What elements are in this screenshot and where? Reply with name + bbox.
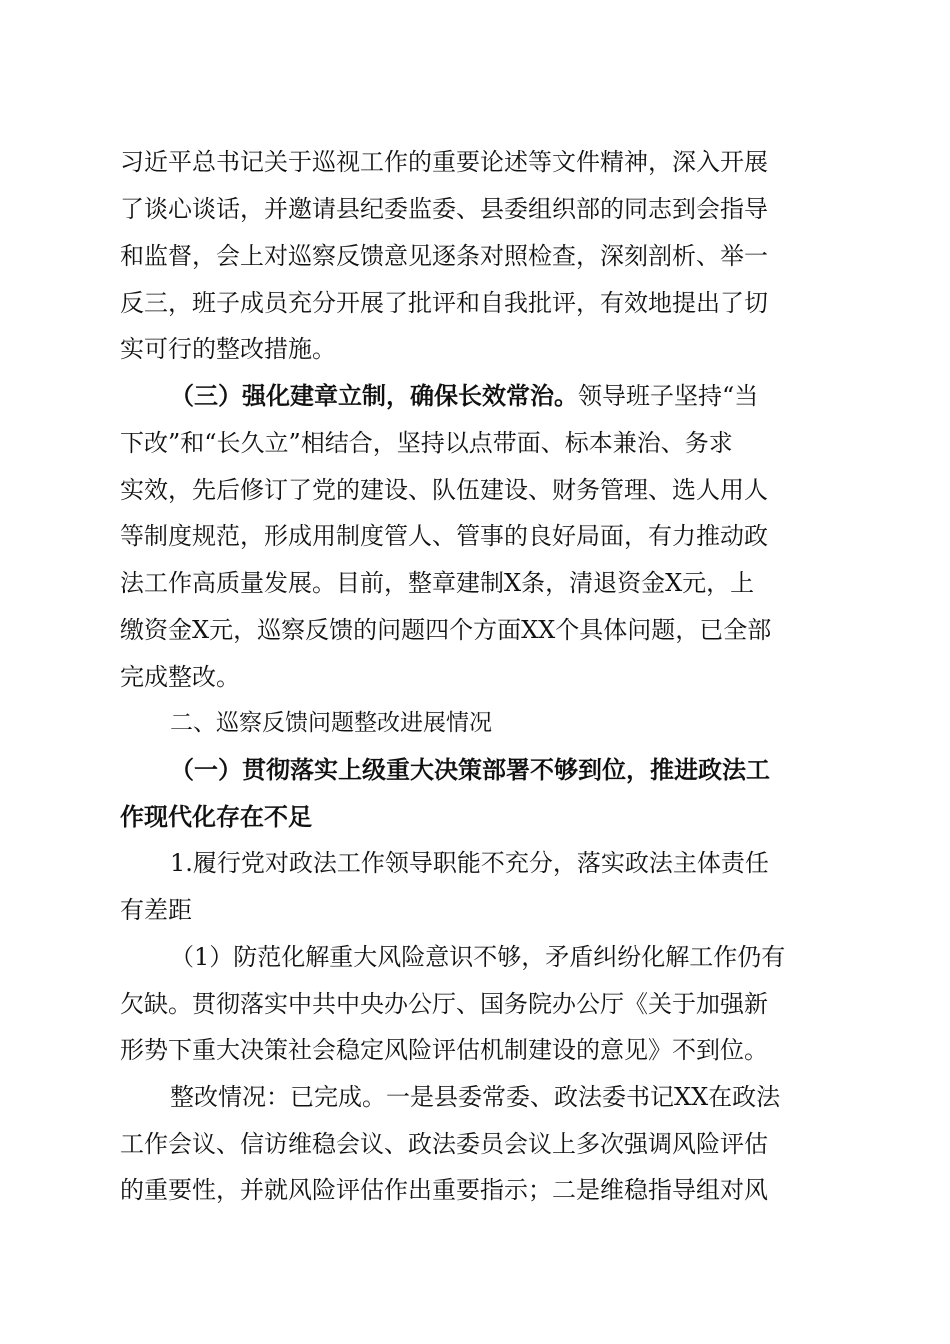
section-heading: 二、巡察反馈问题整改进展情况 [170, 710, 492, 736]
subsection-heading: 作现代化存在不足 [120, 802, 312, 831]
body-line: 习近平总书记关于巡视工作的重要论述等文件精神，深入开展 [120, 148, 768, 176]
body-line: 缴资金X元，巡察反馈的问题四个方面XX个具体问题，已全部 [120, 616, 772, 644]
body-line: （1）防范化解重大风险意识不够，矛盾纠纷化解工作仍有 [170, 943, 786, 971]
body-line: 了谈心谈话，并邀请县纪委监委、县委组织部的同志到会指导 [120, 195, 768, 223]
body-line: 法工作高质量发展。目前，整章建制X条，清退资金X元，上 [120, 569, 755, 597]
item-heading: 有差距 [120, 896, 192, 924]
body-line: 下改”和“长久立”相结合，坚持以点带面、标本兼治、务求 [120, 429, 733, 457]
item-heading: 1.履行党对政法工作领导职能不充分，落实政法主体责任 [170, 849, 769, 877]
body-line: 反三，班子成员充分开展了批评和自我批评，有效地提出了切 [120, 289, 768, 317]
body-line: 完成整改。 [120, 663, 240, 691]
body-line: 形势下重大决策社会稳定风险评估机制建设的意见》不到位。 [120, 1036, 768, 1064]
body-line: 等制度规范，形成用制度管人、管事的良好局面，有力推动政 [120, 522, 768, 550]
subsection-heading: （一）贯彻落实上级重大决策部署不够到位，推进政法工 [170, 755, 770, 784]
body-line: 欠缺。贯彻落实中共中央办公厅、国务院办公厅《关于加强新 [120, 990, 768, 1018]
body-line: 实效，先后修订了党的建设、队伍建设、财务管理、选人用人 [120, 476, 768, 504]
body-text: 领导班子坚持“当 [578, 382, 759, 410]
body-line: 工作会议、信访维稳会议、政法委员会议上多次强调风险评估 [120, 1130, 768, 1158]
body-line [170, 380, 758, 412]
body-line: 的重要性，并就风险评估作出重要指示；二是维稳指导组对风 [120, 1176, 768, 1204]
section-lead: （三）强化建章立制，确保长效常治。 [170, 381, 578, 410]
body-line: 实可行的整改措施。 [120, 335, 336, 363]
body-line: 和监督，会上对巡察反馈意见逐条对照检查，深刻剖析、举一 [120, 242, 768, 270]
body-line: 整改情况：已完成。一是县委常委、政法委书记XX在政法 [170, 1083, 781, 1111]
